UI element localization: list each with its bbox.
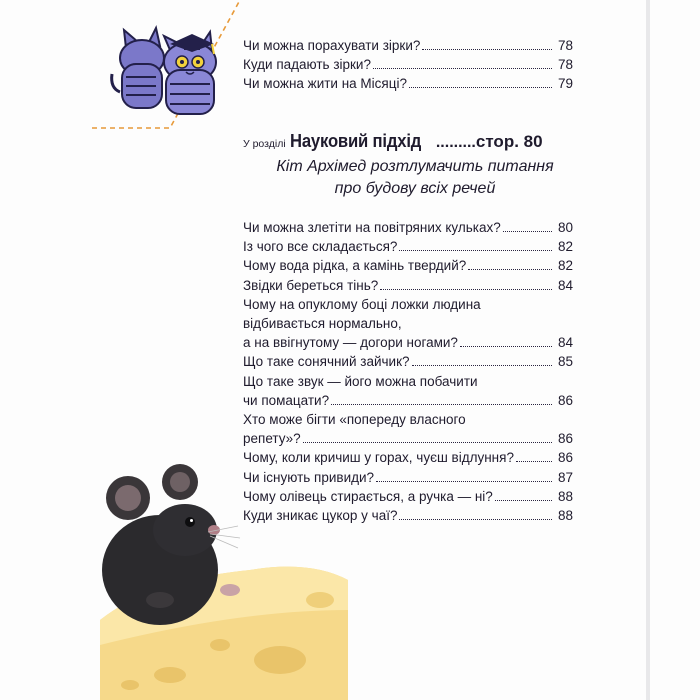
toc-entry[interactable] xyxy=(243,372,573,410)
toc-entry-title: Із чого все складається? xyxy=(243,239,398,255)
section-page: стор. 80 xyxy=(475,132,543,151)
dot-leader xyxy=(399,250,552,251)
toc-entry-title: репету»? xyxy=(243,431,301,447)
dot-leader xyxy=(373,68,552,69)
toc-entry-page: 78 xyxy=(557,57,573,73)
toc-entry-title: Чому вода рідка, а камінь твердий? xyxy=(243,258,467,274)
toc-entry[interactable] xyxy=(243,295,573,353)
toc-entry[interactable] xyxy=(243,256,573,275)
toc-entry-title: чи помацати? xyxy=(243,392,330,408)
toc-entry-page: 80 xyxy=(557,220,573,235)
toc-entry[interactable] xyxy=(243,237,573,256)
toc-entry-page: 86 xyxy=(557,450,573,466)
toc-entry[interactable] xyxy=(243,36,573,55)
toc-entry-page: 82 xyxy=(557,258,573,274)
toc-entry[interactable] xyxy=(243,410,573,448)
toc-entry-line: Чому на опуклому боці ложки людина xyxy=(243,296,481,312)
toc-entry[interactable] xyxy=(243,74,573,93)
toc-entry-title: Чи можна злетіти на повітряних кульках? xyxy=(243,220,501,235)
dot-leader xyxy=(516,461,552,462)
toc-entry-page: 82 xyxy=(557,239,573,255)
toc-entry-title: Чи можна порахувати зірки? xyxy=(243,38,421,53)
section-header xyxy=(243,130,583,152)
toc-entry-page: 79 xyxy=(557,76,573,92)
toc-entry-title: Куди зникає цукор у чаї? xyxy=(243,508,398,524)
dot-leader xyxy=(495,500,552,501)
subtitle-line: Кіт Архімед розтлумачить питання xyxy=(276,158,554,175)
toc-entry-page: 84 xyxy=(557,277,573,293)
subtitle-line: про будову всіх речей xyxy=(334,180,496,197)
dot-leader xyxy=(409,87,552,88)
toc-entry-page: 84 xyxy=(557,335,573,351)
toc-entry-line: Хто може бігти «попереду власного xyxy=(243,412,466,428)
dot-leader xyxy=(503,231,552,232)
toc-entry[interactable] xyxy=(243,55,573,74)
dot-leader xyxy=(380,289,552,290)
dot-leader xyxy=(376,481,552,482)
cat-archimedes-icon xyxy=(104,22,224,122)
mouse-cheese-illustration xyxy=(90,460,350,700)
toc-entry-page: 86 xyxy=(557,431,573,447)
toc-entry[interactable] xyxy=(243,276,573,295)
toc-entry-page: 87 xyxy=(557,469,573,485)
dot-leader xyxy=(468,269,552,270)
section-title: Науковий підхід xyxy=(290,130,422,151)
toc-entry[interactable] xyxy=(243,352,573,371)
dot-leader xyxy=(422,49,552,50)
toc-entry-title: Звідки береться тінь? xyxy=(243,277,379,293)
section-prefix: У розділі xyxy=(243,138,286,150)
dot-leader xyxy=(399,519,552,520)
dot-leader xyxy=(303,442,552,443)
toc-entry-page: 78 xyxy=(557,38,573,53)
dot-leader xyxy=(331,404,552,405)
dot-leader xyxy=(460,346,552,347)
toc-entry[interactable] xyxy=(243,218,573,237)
dot-leader: ......... xyxy=(435,134,476,151)
toc-entry-title: а на ввігнутому — догори ногами? xyxy=(243,335,458,351)
toc-entry-title: Куди падають зірки? xyxy=(243,57,371,73)
toc-entry-title: Чи можна жити на Місяці? xyxy=(243,76,407,92)
toc-entry-line: відбивається нормально, xyxy=(243,316,402,332)
section-subtitle xyxy=(250,156,580,200)
toc-entry-title: Чи існують привиди? xyxy=(243,469,375,485)
toc-entry-page: 88 xyxy=(557,488,573,504)
toc-entry-page: 86 xyxy=(557,392,573,408)
dot-leader xyxy=(412,365,553,366)
toc-entry-page: 88 xyxy=(557,508,573,524)
toc-entry-title: Чому олівець стирається, а ручка — ні? xyxy=(243,488,493,504)
toc-entry-line: Що таке звук — його можна побачити xyxy=(243,373,478,389)
toc-entry-title: Що таке сонячний зайчик? xyxy=(243,354,410,370)
toc-entry-page: 85 xyxy=(557,354,573,370)
toc-top-list xyxy=(243,36,573,94)
toc-entry-title: Чому, коли кричиш у горах, чуєш відлуння? xyxy=(243,450,514,466)
